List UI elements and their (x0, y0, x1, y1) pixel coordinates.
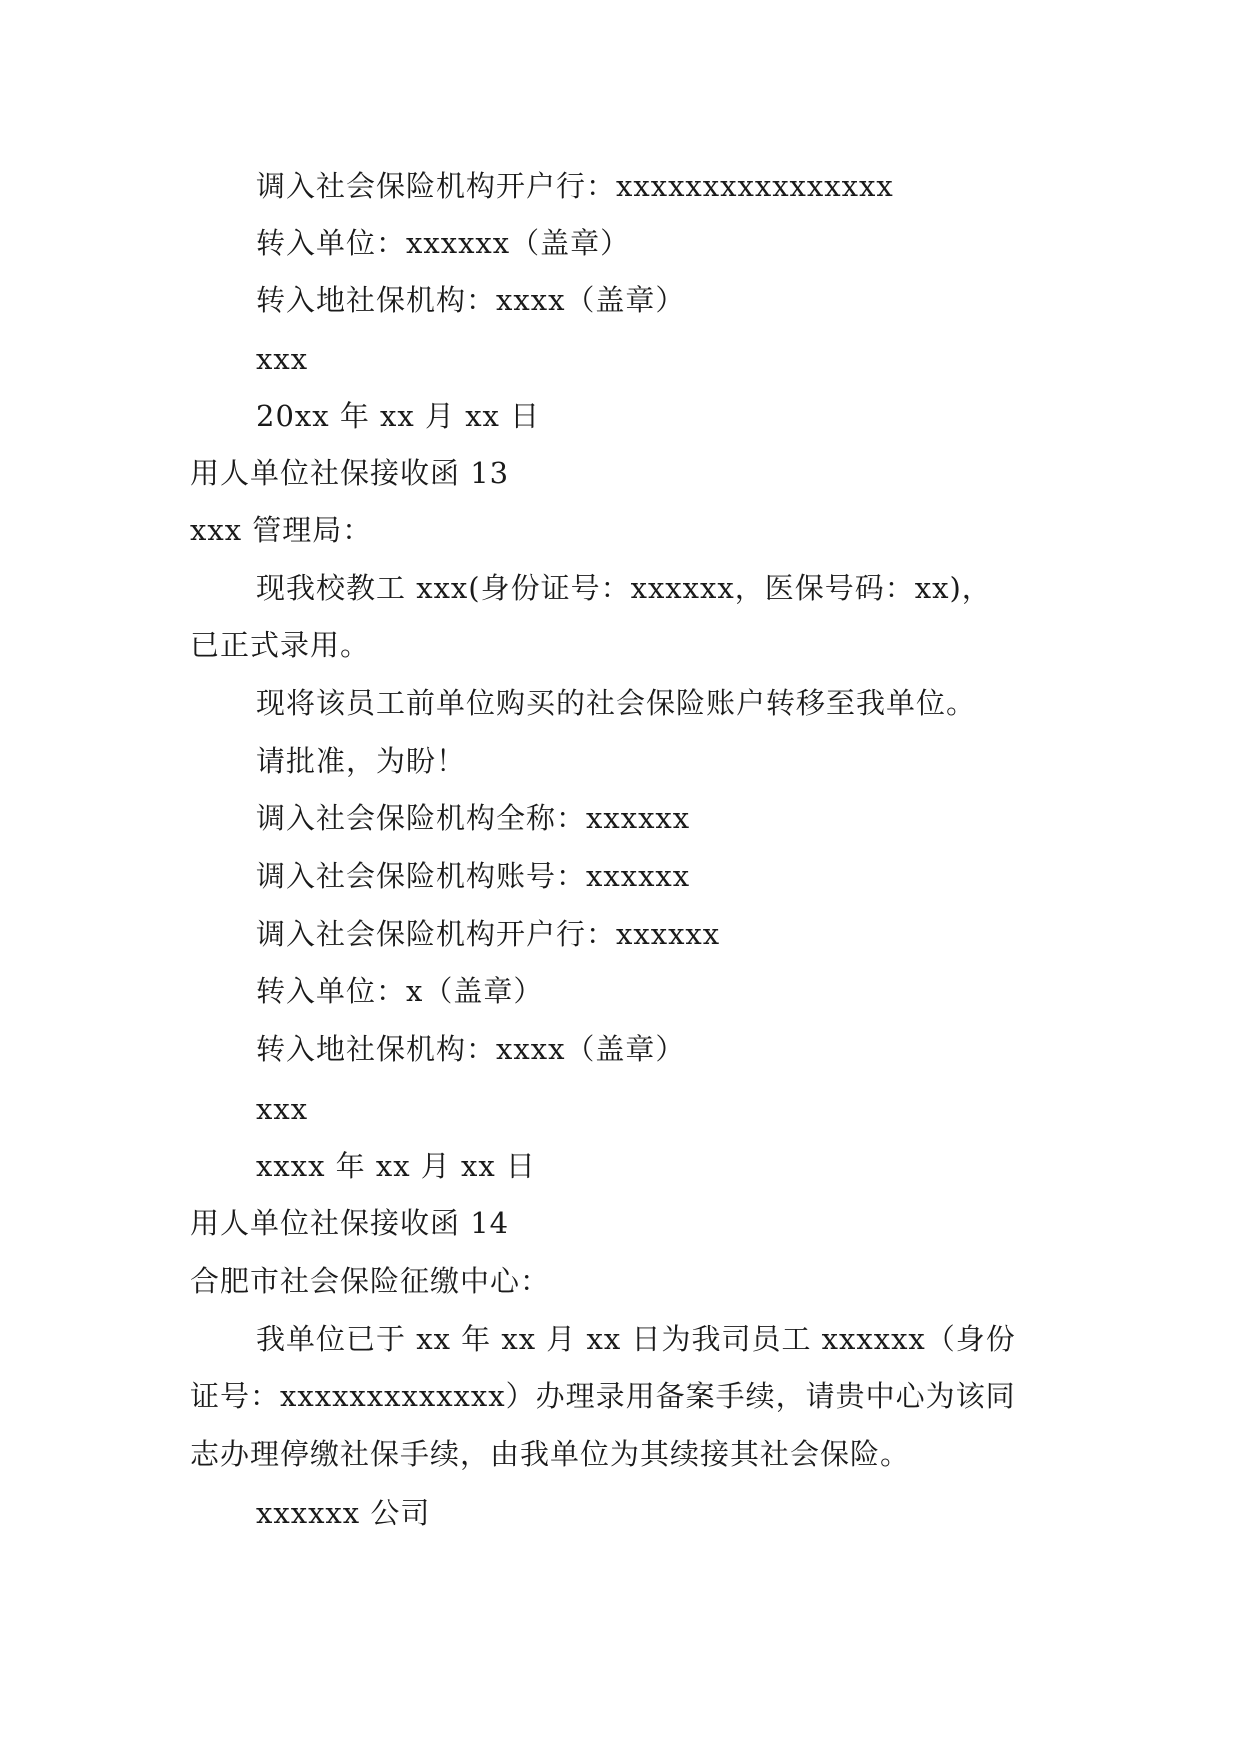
letter-13-paragraph-line: 现我校教工 xxx(身份证号：xxxxxx，医保号码：xx)， (256, 571, 992, 605)
company-signature: xxxxxx 公司 (256, 1496, 431, 1530)
date-line: 20xx 年 xx 月 xx 日 (256, 399, 541, 433)
letter-14-heading: 用人单位社保接收函 14 (190, 1206, 510, 1240)
letter-13-request: 请批准，为盼！ (256, 744, 467, 778)
transfer-unit-line: 转入单位：xxxxxx（盖章） (256, 226, 631, 260)
letter-13-paragraph: 现将该员工前单位购买的社会保险账户转移至我单位。 (256, 686, 977, 720)
letter-14-paragraph-line: 证号：xxxxxxxxxxxxx）办理录用备案手续，请贵中心为该同 (190, 1379, 1016, 1413)
date-line: xxxx 年 xx 月 xx 日 (256, 1149, 536, 1183)
transfer-agency-line: 转入地社保机构：xxxx（盖章） (256, 283, 686, 317)
letter-13-recipient: xxx 管理局： (190, 513, 373, 547)
signature-line: xxx (256, 342, 309, 376)
transfer-agency-line: 转入地社保机构：xxxx（盖章） (256, 1032, 686, 1066)
letter-14-paragraph-line: 我单位已于 xx 年 xx 月 xx 日为我司员工 xxxxxx（身份 (256, 1322, 1016, 1356)
signature-line: xxx (256, 1092, 309, 1126)
letter-14-recipient: 合肥市社会保险征缴中心： (190, 1264, 551, 1298)
transfer-bank-line: 调入社会保险机构开户行：xxxxxxxxxxxxxxxx (256, 169, 894, 203)
transfer-bank-line: 调入社会保险机构开户行：xxxxxx (256, 917, 721, 951)
letter-13-paragraph-line: 已正式录用。 (190, 628, 371, 662)
transfer-account-line: 调入社会保险机构账号：xxxxxx (256, 859, 691, 893)
transfer-fullname-line: 调入社会保险机构全称：xxxxxx (256, 801, 691, 835)
letter-13-heading: 用人单位社保接收函 13 (190, 456, 510, 490)
letter-14-paragraph-line: 志办理停缴社保手续，由我单位为其续接其社会保险。 (190, 1437, 911, 1471)
transfer-unit-line: 转入单位：x（盖章） (256, 974, 544, 1008)
